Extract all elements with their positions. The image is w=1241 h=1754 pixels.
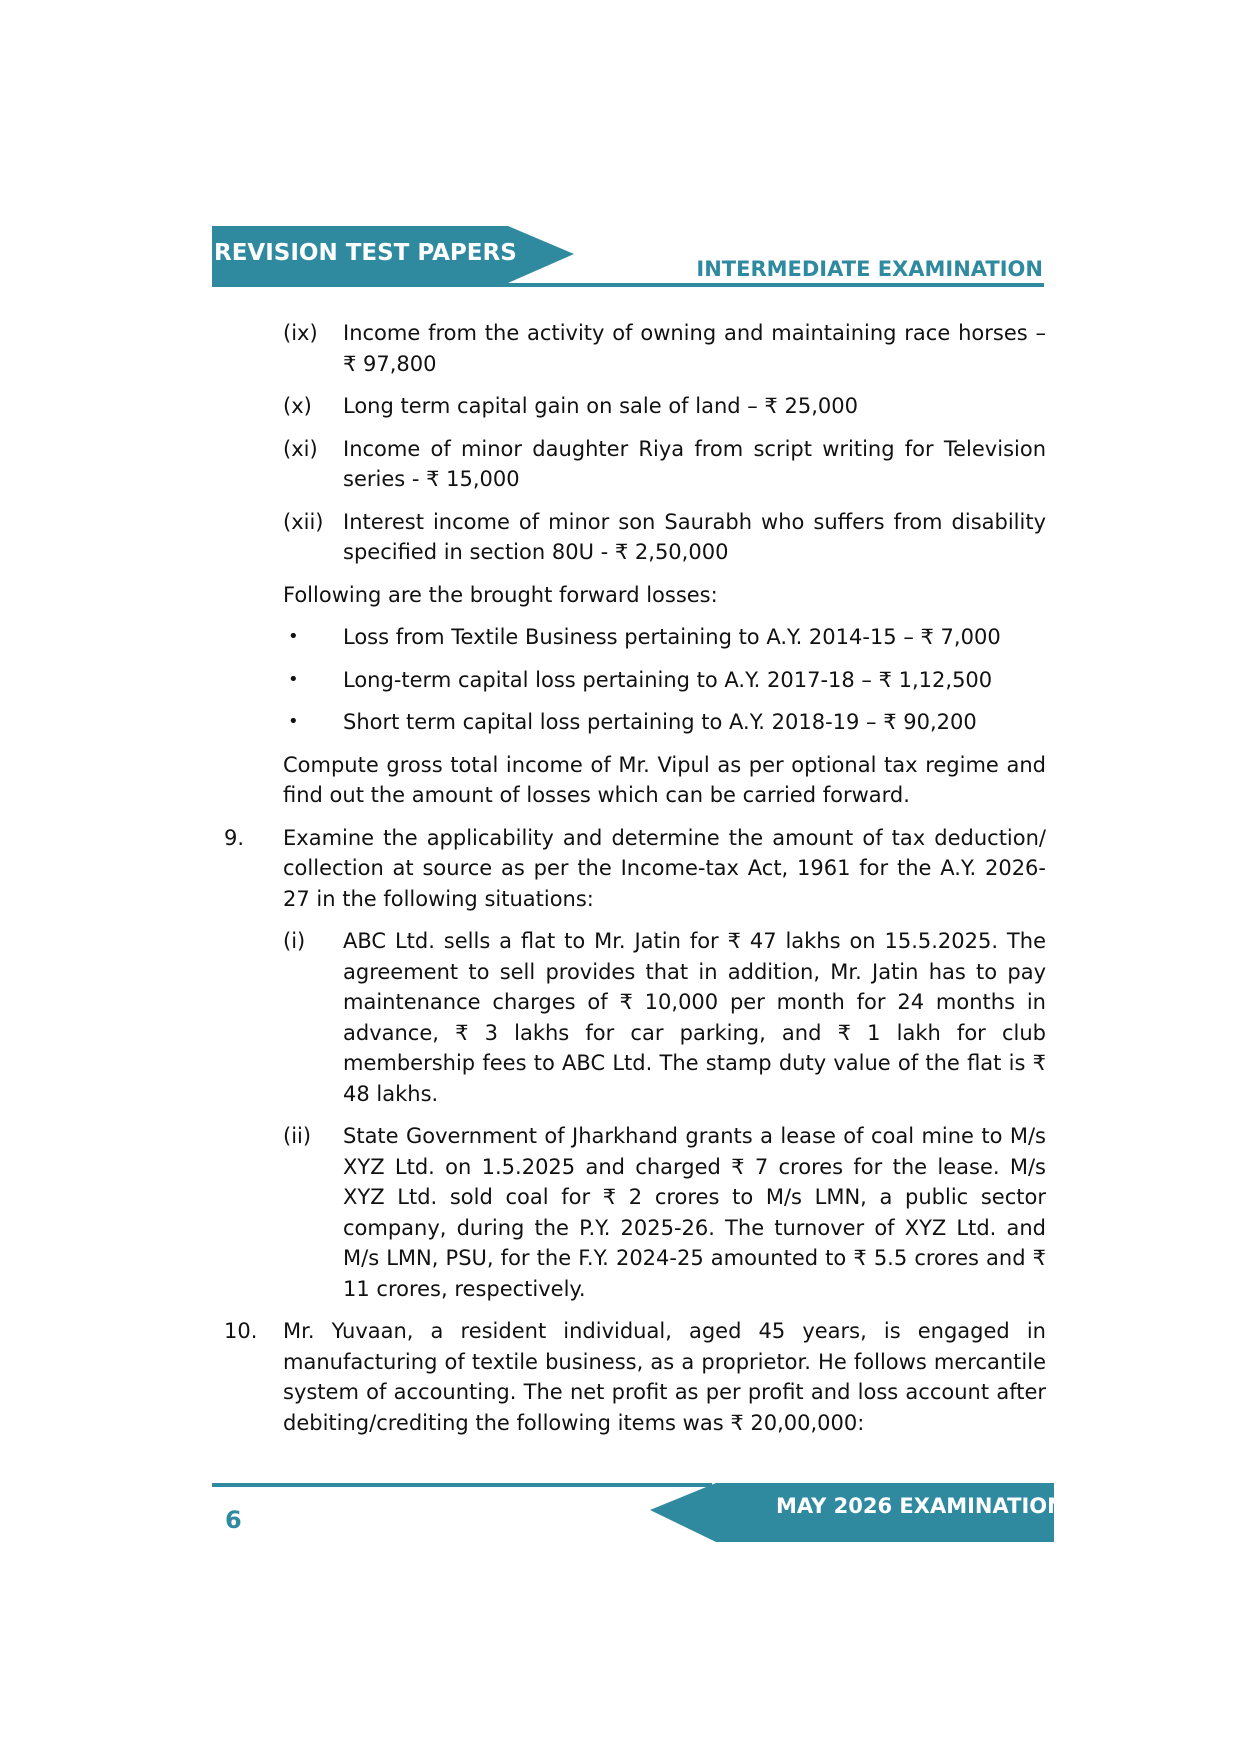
item-label: (xii) xyxy=(283,509,324,534)
page-number: 6 xyxy=(225,1506,242,1534)
header-title-intermediate-examination: INTERMEDIATE EXAMINATION xyxy=(696,257,1043,281)
bullet-icon: • xyxy=(288,711,299,732)
losses-intro: Following are the brought forward losses: xyxy=(283,582,718,607)
loss-item-textile xyxy=(220,622,1046,653)
question-text: Examine the applicability and determine the amount of tax deduction/ collection at source as per the Income-tax Act, 1961 for the A.Y. 2026-27 in the following situations: xyxy=(283,825,1046,911)
question-text: Mr. Yuvaan, a resident individual, aged 45 years, is engaged in manufacturing of textile business, as a proprietor. He follows mercantile system of accounting. The net profit as per profit and loss account after debiting/crediting the following items was ₹ 20,00,000: xyxy=(283,1319,1046,1435)
item-label: (x) xyxy=(283,394,312,418)
item-text: Interest income of minor son Saurabh who suffers from disability specified in section 80U - ₹ 2,50,000 xyxy=(343,509,1046,564)
loss-text: Long-term capital loss pertaining to A.Y. 2017-18 – ₹ 1,12,500 xyxy=(343,667,993,692)
part-label: (i) xyxy=(283,929,306,953)
question-9-part-i xyxy=(220,926,1046,1109)
item-label: (xi) xyxy=(283,436,318,461)
part-text: State Government of Jharkhand grants a lease of coal mine to M/s XYZ Ltd. on 1.5.2025 and charged ₹ 7 crores for the lease. M/s XYZ Ltd. sold coal for ₹ 2 crores to M/s LMN, a public sector company, during the P.Y. 2025-26. The turnover of XYZ Ltd. and M/s LMN, PSU, for the F.Y. 2024-25 amounted to ₹ 5.5 crores and ₹ 11 crores, respectively. xyxy=(343,1124,1046,1301)
bullet-icon: • xyxy=(288,668,299,690)
list-item-xi xyxy=(220,434,1046,495)
loss-item-stcl xyxy=(220,707,1046,738)
header-rule xyxy=(212,283,1044,287)
list-item-x xyxy=(220,391,1046,422)
list-item-ix xyxy=(220,318,1046,379)
loss-text: Loss from Textile Business pertaining to A.Y. 2014-15 – ₹ 7,000 xyxy=(343,625,1001,649)
question-10 xyxy=(220,1316,1046,1438)
bullet-icon: • xyxy=(288,626,299,647)
footer-rule xyxy=(212,1483,712,1487)
item-text: Income from the activity of owning and maintaining race horses – ₹ 97,800 xyxy=(343,321,1046,376)
question-9-part-ii xyxy=(220,1121,1046,1304)
loss-text: Short term capital loss pertaining to A.Y. 2018-19 – ₹ 90,200 xyxy=(343,710,977,734)
item-text: Income of minor daughter Riya from script writing for Television series - ₹ 15,000 xyxy=(343,436,1046,491)
header-title-revision-test-papers: REVISION TEST PAPERS xyxy=(214,240,517,266)
loss-item-ltcl xyxy=(220,665,1046,696)
item-text: Long term capital gain on sale of land – ₹ 25,000 xyxy=(343,394,858,418)
question-number: 9. xyxy=(224,825,245,850)
question-9 xyxy=(220,823,1046,915)
list-item-xii xyxy=(220,507,1046,568)
footer-title-may-2026-examination: MAY 2026 EXAMINATION xyxy=(776,1494,1065,1518)
compute-instruction: Compute gross total income of Mr. Vipul as per optional tax regime and find out the amount of losses which can be carried forward. xyxy=(283,752,1046,807)
item-label: (ix) xyxy=(283,321,318,345)
page-content xyxy=(220,318,1046,1450)
part-label: (ii) xyxy=(283,1124,312,1148)
part-text: ABC Ltd. sells a flat to Mr. Jatin for ₹ 47 lakhs on 15.5.2025. The agreement to sell provides that in addition, Mr. Jatin has to pay maintenance charges of ₹ 10,000 per month for 24 months in advance, ₹ 3 lakhs for car parking, and ₹ 1 lakh for club membership fees to ABC Ltd. The stamp duty value of the flat is ₹ 48 lakhs. xyxy=(343,929,1046,1106)
question-number: 10. xyxy=(224,1319,258,1343)
